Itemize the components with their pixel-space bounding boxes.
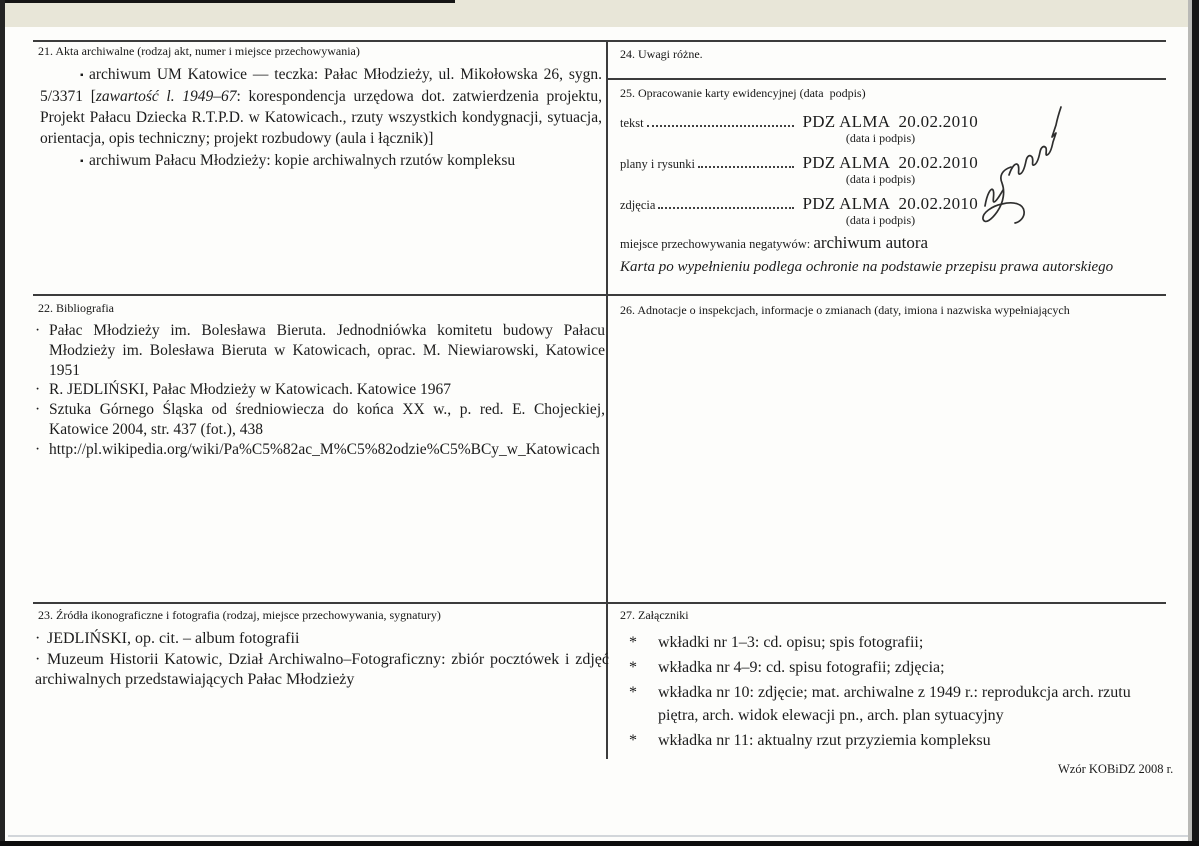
form-template-label: Wzór KOBiDZ 2008 r. (1058, 762, 1174, 776)
bullet-icon: · (35, 440, 41, 458)
bibliography-item: · Pałac Młodzieży im. Bolesława Bieruta. Jednodniówka komitetu budowy Pałacu Młodzieży im. Bolesława Bieruta w Katowicach, oprac. M. Niewiarowski, Katowice 1951 (35, 322, 605, 379)
entry-label: tekst (620, 116, 644, 130)
section-23-header: 23. Źródła ikonograficzne i fotografia (rodzaj, miejsce przechowywania, sygnatury) (38, 608, 441, 622)
dotted-leader (658, 207, 794, 209)
asterisk-icon: * (629, 684, 637, 701)
rule-middle (33, 294, 1166, 296)
attachment-item: * wkładka nr 11: aktualny rzut przyziemia kompleksu (629, 729, 1174, 752)
scan-left-edge (0, 0, 5, 846)
section-23-list (35, 629, 609, 691)
signature (976, 100, 1066, 235)
bullet-icon: ▪ (80, 70, 84, 81)
signoff-entry-photos (620, 194, 978, 228)
entry-value: PDZ ALMA 20.02.2010 (802, 112, 978, 131)
archival-files-item: ▪ archiwum UM Katowice — teczka: Pałac Młodzieży, ul. Mikołowska 26, sygn. 5/3371 [zawartość l. 1949–67: korespondencja urzędowa dot. zatwierdzenia projektu, Projekt Pałacu Dziecka R.T.P.D. w Katowicach., rzuty wszystkich kondygnacji, sytuacja, orientacja, opis techniczny; projekt rozbudowy (aula i łącznik)] (40, 66, 602, 147)
archival-files-item: ▪ archiwum Pałacu Młodzieży: kopie archiwalnych rzutów kompleksu (40, 150, 602, 172)
scan-right-edge (1192, 0, 1199, 846)
copyright-note: Karta po wypełnieniu podlega ochronie na podstawie przepisu prawa autorskiego (620, 259, 1114, 275)
scan-bottom-edge (0, 841, 1199, 846)
rule-top (33, 40, 1166, 42)
bullet-icon: · (35, 630, 41, 647)
bibliography-item: · Sztuka Górnego Śląska od średniowiecza do końca XX w., p. red. E. Chojeckiej, Katowice 2004, str. 437 (fot.), 438 (35, 401, 605, 438)
entry-value: PDZ ALMA 20.02.2010 (802, 153, 978, 172)
rule-lower (33, 602, 1166, 604)
section-25-header: 25. Opracowanie karty ewidencyjnej (data podpis) (620, 86, 866, 100)
scan-top-band (0, 0, 1199, 27)
section-21-header: 21. Akta archiwalne (rodzaj akt, numer i miejsce przechowywania) (38, 44, 360, 58)
section-25-entries (620, 112, 978, 235)
page-bottom-shadow (8, 835, 1188, 837)
attachment-item: * wkładki nr 1–3: cd. opisu; spis fotografii; (629, 631, 1174, 654)
negatives-value: archiwum autora (813, 233, 929, 252)
asterisk-icon: * (629, 732, 637, 749)
section-22-header: 22. Bibliografia (38, 301, 114, 315)
entry-value: PDZ ALMA 20.02.2010 (802, 194, 978, 213)
negatives-label: miejsce przechowywania negatywów: (620, 237, 814, 251)
bullet-icon: · (35, 381, 41, 399)
iconography-item: · Muzeum Historii Katowic, Dział Archiwalno–Fotograficzny: zbiór pocztówek i zdjęć archiwalnych przedstawiających Pałac Młodzieży (35, 650, 609, 688)
attachment-item: * wkładka nr 10: zdjęcie; mat. archiwalne z 1949 r.: reprodukcja arch. rzutu piętra, arch. widok elewacji pn., arch. plan sytuacyjny (629, 681, 1174, 727)
entry-caption: (data i podpis) (845, 131, 916, 145)
attachment-item: * wkładka nr 4–9: cd. spisu fotografii; zdjęcia; (629, 656, 1174, 679)
negatives-line (620, 233, 928, 253)
section-24-header: 24. Uwagi różne. (620, 47, 703, 61)
bullet-icon: · (35, 650, 41, 668)
iconography-item: · JEDLIŃSKI, op. cit. – album fotografii (35, 629, 609, 650)
bullet-icon: · (35, 401, 41, 419)
bullet-icon: ▪ (80, 156, 84, 167)
signoff-entry-text (620, 112, 978, 146)
section-21-body (40, 64, 602, 173)
dotted-leader (647, 125, 795, 127)
entry-label: zdjęcia (620, 198, 656, 212)
bibliography-item: · R. JEDLIŃSKI, Pałac Młodzieży w Katowicach. Katowice 1967 (35, 381, 452, 399)
signoff-entry-plans (620, 153, 978, 187)
section-26-header: 26. Adnotacje o inspekcjach, informacje o zmianach (daty, imiona i nazwiska wypełniających (620, 303, 1070, 317)
section-22-list (35, 321, 605, 460)
rule-24-25 (606, 78, 1166, 80)
bibliography-item: · http://pl.wikipedia.org/wiki/Pa%C5%82ac_M%C5%82odzie%C5%BCy_w_Katowicach (35, 440, 600, 458)
bullet-icon: · (35, 322, 41, 339)
scan-top-edge (0, 0, 455, 3)
entry-caption: (data i podpis) (845, 213, 916, 227)
section-27-header: 27. Załączniki (620, 608, 689, 622)
asterisk-icon: * (629, 634, 637, 651)
asterisk-icon: * (629, 659, 637, 676)
section-27-list (629, 631, 1174, 754)
entry-caption: (data i podpis) (845, 172, 916, 186)
dotted-leader (698, 166, 794, 168)
entry-label: plany i rysunki (620, 157, 695, 171)
